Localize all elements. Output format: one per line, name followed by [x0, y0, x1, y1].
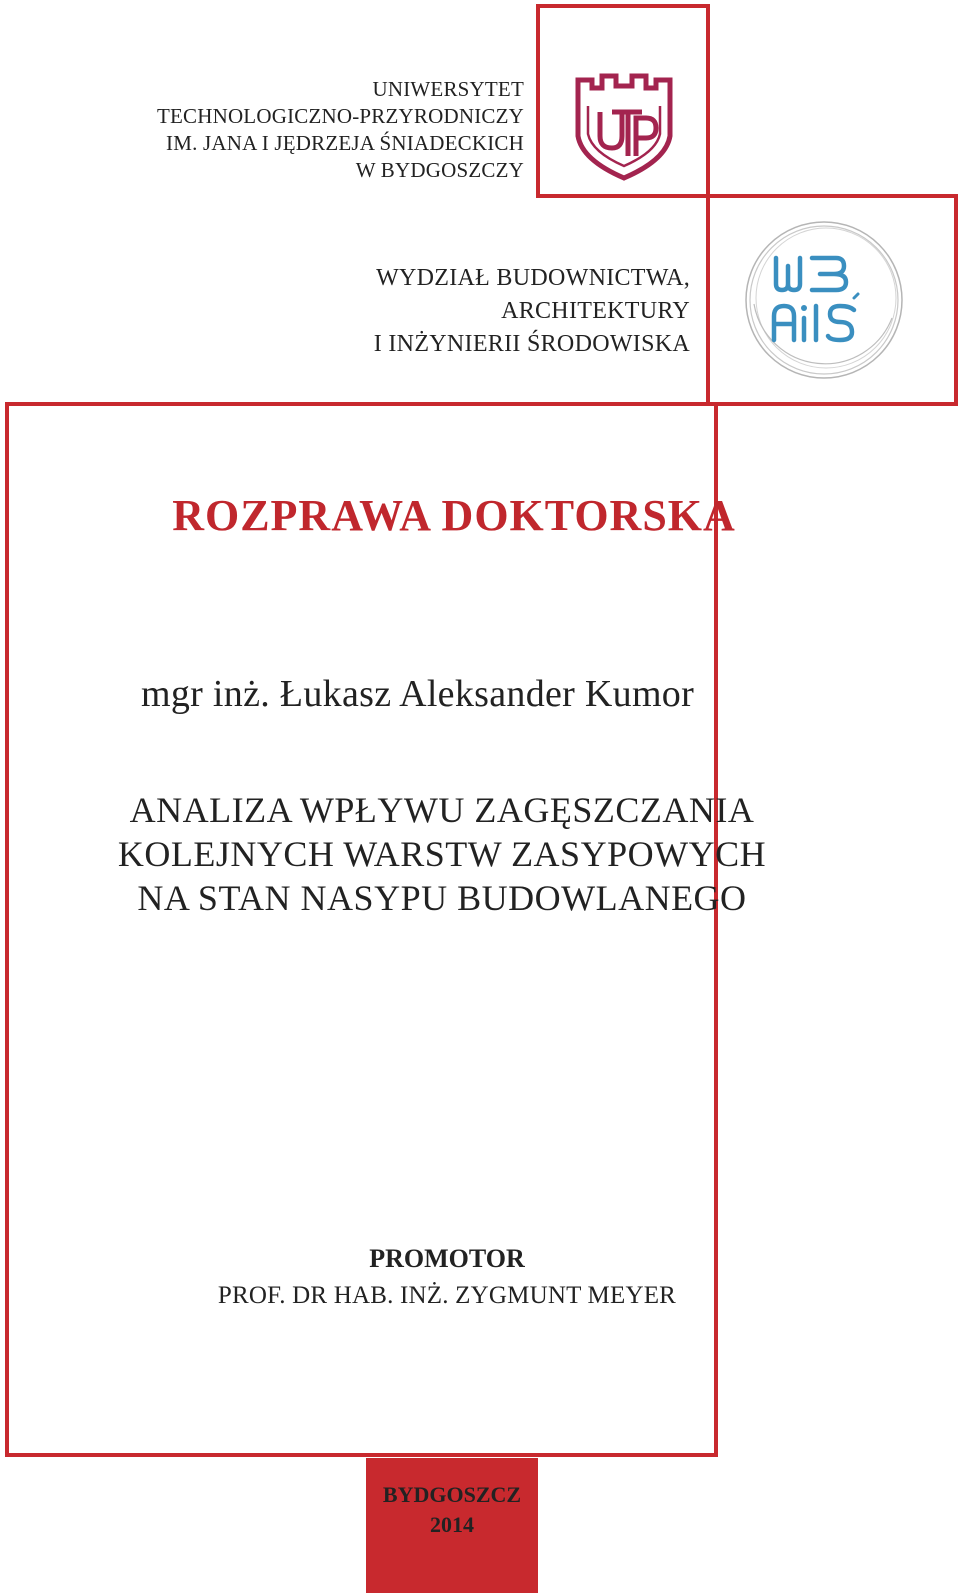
university-line: IM. JANA I JĘDRZEJA ŚNIADECKICH [166, 131, 524, 155]
university-line: UNIWERSYTET [372, 77, 524, 101]
thesis-title-line: ANALIZA WPŁYWU ZAGĘSZCZANIA [129, 790, 755, 830]
footer-city: BYDGOSZCZ [382, 1482, 522, 1507]
supervisor-label: PROMOTOR [369, 1244, 525, 1273]
wbais-logo [742, 218, 906, 382]
thesis-title-line: KOLEJNYCH WARSTW ZASYPOWYCH [117, 834, 767, 874]
university-line: W BYDGOSZCZY [355, 158, 524, 182]
faculty-name [374, 262, 690, 361]
thesis-title-line: NA STAN NASYPU BUDOWLANEGO [137, 878, 747, 918]
faculty-line: I INŻYNIERII ŚRODOWISKA [373, 331, 690, 357]
document-type-heading: ROZPRAWA DOKTORSKA [172, 491, 736, 540]
supervisor-name: PROF. DR HAB. INŻ. ZYGMUNT MEYER [217, 1282, 677, 1309]
faculty-line: ARCHITEKTURY [501, 298, 690, 324]
thesis-title [0, 788, 884, 920]
university-name [157, 76, 524, 184]
utp-logo [572, 72, 676, 182]
footer-box [366, 1458, 538, 1593]
footer-year: 2014 [430, 1512, 474, 1537]
faculty-line: WYDZIAŁ BUDOWNICTWA, [376, 265, 690, 291]
author-name: mgr inż. Łukasz Aleksander Kumor [141, 673, 695, 715]
university-line: TECHNOLOGICZNO-PRZYRODNICZY [156, 104, 524, 128]
